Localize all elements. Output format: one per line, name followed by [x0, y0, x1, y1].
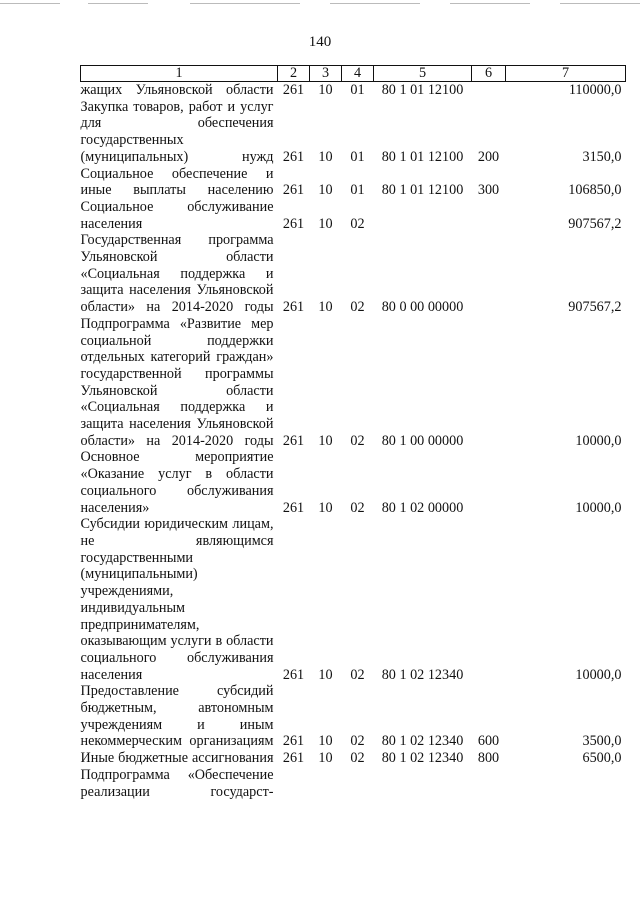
amount: 3150,0: [582, 148, 622, 165]
subsection-code: 01: [350, 182, 365, 199]
scan-artifact: [560, 3, 640, 4]
target-item-code: [374, 767, 472, 800]
item-name: Подпрограмма «Развитие мер социальной поддержки отдельных категорий граждан» государственной программы Ульяновской области «Социальная поддержка и защита населения Ульяновской области» на 2014-2020 годы: [80, 315, 274, 449]
target-item-code: 80 1 02 12340: [381, 733, 464, 750]
subsection-code: 01: [350, 148, 365, 165]
ministry-code: 261: [282, 432, 305, 449]
table-row: [81, 82, 626, 99]
item-name: Социальное обслуживание населения: [80, 198, 274, 232]
table-row: [81, 516, 626, 683]
section-code: 10: [318, 666, 333, 683]
ministry-code: [278, 767, 310, 800]
expense-type-code: 800: [477, 750, 500, 767]
ministry-code: 261: [282, 666, 305, 683]
page-number: 140: [308, 34, 332, 50]
ministry-code: 261: [282, 182, 305, 199]
expense-type-code: [472, 449, 506, 516]
amount: 3500,0: [582, 733, 622, 750]
budget-table: [80, 65, 626, 800]
target-item-code: 80 1 00 00000: [381, 432, 464, 449]
subsection-code: 02: [350, 750, 365, 767]
ministry-code: 261: [282, 733, 305, 750]
subsection-code: 02: [350, 432, 365, 449]
table-row: [81, 316, 626, 450]
ministry-code: 261: [282, 215, 305, 232]
section-code: [310, 767, 342, 800]
target-item-code: 80 1 01 12100: [381, 182, 464, 199]
target-item-code: 80 1 02 12340: [381, 750, 464, 767]
expense-type-code: [472, 516, 506, 683]
section-code: 10: [318, 148, 333, 165]
section-code: 10: [318, 215, 333, 232]
item-name: Государственная программа Ульяновской области «Социальная поддержка и защита населения Ульяновской области» на 2014-2020 годы: [80, 232, 274, 316]
column-number: 4: [342, 66, 374, 82]
amount: 6500,0: [582, 750, 622, 767]
section-code: 10: [318, 733, 333, 750]
column-number-row: [81, 66, 626, 82]
item-name: Закупка товаров, работ и услуг для обеспечения государственных (муниципальных) нужд: [80, 98, 274, 165]
target-item-code: 80 1 01 12100: [381, 148, 464, 165]
expense-type-code: [472, 232, 506, 316]
table-row: [81, 449, 626, 516]
item-name: Подпрограмма «Обеспечение реализации государст-: [80, 766, 274, 800]
column-number: 3: [310, 66, 342, 82]
section-code: 10: [318, 750, 333, 767]
expense-type-code: 300: [477, 182, 500, 199]
section-code: 10: [318, 499, 333, 516]
column-number: 6: [472, 66, 506, 82]
expense-type-code: [472, 199, 506, 232]
target-item-code: 80 1 02 12340: [381, 666, 464, 683]
amount: 907567,2: [568, 215, 622, 232]
amount: 110000,0: [568, 82, 622, 98]
column-number: 1: [81, 66, 278, 82]
ministry-code: 261: [282, 148, 305, 165]
amount: [506, 767, 626, 800]
table-row: [81, 199, 626, 232]
item-name: жащих Ульяновской области: [80, 82, 274, 98]
target-item-code: 80 1 02 00000: [381, 499, 464, 516]
subsection-code: 02: [350, 733, 365, 750]
subsection-code: 02: [350, 666, 365, 683]
expense-type-code: [472, 316, 506, 450]
scan-artifact: [0, 3, 60, 4]
subsection-code: 02: [350, 299, 365, 316]
column-number: 5: [374, 66, 472, 82]
scan-artifact: [450, 3, 530, 4]
section-code: 10: [318, 82, 333, 98]
column-number: 7: [506, 66, 626, 82]
item-name: Иные бюджетные ассигнования: [80, 750, 274, 767]
target-item-code: 80 1 01 12100: [381, 82, 464, 98]
scan-artifact: [330, 3, 420, 4]
ministry-code: 261: [282, 750, 305, 767]
amount: 10000,0: [575, 432, 622, 449]
subsection-code: 02: [350, 499, 365, 516]
amount: 907567,2: [568, 299, 622, 316]
ministry-code: 261: [282, 499, 305, 516]
table-row: [81, 683, 626, 750]
item-name: Социальное обеспечение и иные выплаты населению: [80, 165, 274, 199]
column-number: 2: [278, 66, 310, 82]
table-row: [81, 232, 626, 316]
target-item-code: [374, 199, 472, 232]
scan-artifact: [190, 3, 300, 4]
subsection-code: [342, 767, 374, 800]
ministry-code: 261: [282, 82, 305, 98]
amount: 106850,0: [568, 182, 622, 199]
amount: 10000,0: [575, 666, 622, 683]
ministry-code: 261: [282, 299, 305, 316]
item-name: Предоставление субсидий бюджетным, автономным учреждениям и иным некоммерческим организациям: [80, 683, 274, 750]
expense-type-code: 200: [477, 148, 500, 165]
table-row: [81, 99, 626, 166]
expense-type-code: [472, 82, 506, 99]
subsection-code: 01: [350, 82, 365, 98]
item-name: Основное мероприятие «Оказание услуг в области социального обслуживания населения»: [80, 449, 274, 516]
table-row: [81, 750, 626, 767]
section-code: 10: [318, 432, 333, 449]
amount: 10000,0: [575, 499, 622, 516]
subsection-code: 02: [350, 215, 365, 232]
section-code: 10: [318, 182, 333, 199]
item-name: Субсидии юридическим лицам, не являющимся государственными (муниципальными) учреждениями, индивидуальным предпринимателям, оказывающим услуги в области социального обслуживания населения: [80, 516, 274, 683]
expense-type-code: 600: [477, 733, 500, 750]
table-row: [81, 767, 626, 800]
scan-artifact: [88, 3, 148, 4]
table-row: [81, 166, 626, 199]
target-item-code: 80 0 00 00000: [381, 299, 464, 316]
section-code: 10: [318, 299, 333, 316]
expense-type-code: [472, 767, 506, 800]
